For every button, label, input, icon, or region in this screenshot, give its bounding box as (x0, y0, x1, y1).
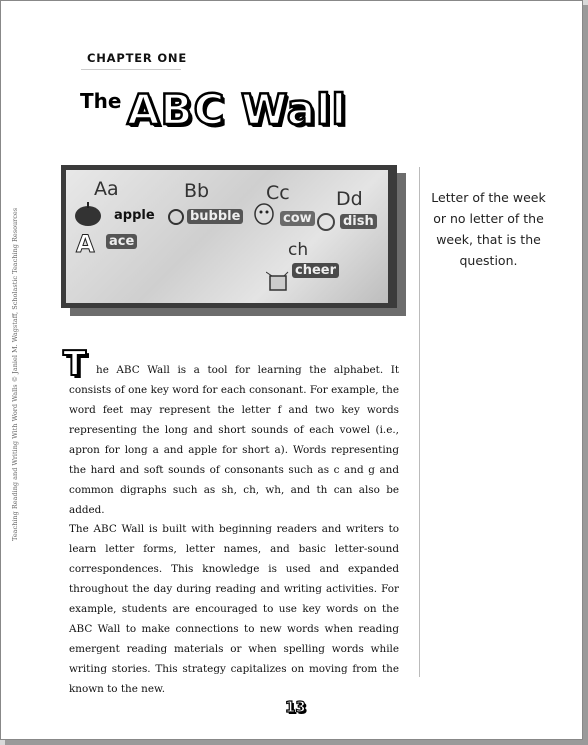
paragraph-1-text: he ABC Wall is a tool for learning the alphabet. It consists of one key word for each consonant. For example, the word feet may represent the letter f and two key words representing the long and short sounds of each vowel (i.e., apron for long a and apple for short a). Words representing the hard and soft sounds of consonants such as c and g and common digraphs such as sh, ch, wh, and th can also be added. (69, 364, 399, 516)
photo-letter-Dd: Dd (336, 188, 363, 210)
apple-drawing-icon (73, 200, 103, 228)
photo-word-cow: cow (280, 211, 315, 226)
page-shadow-right (583, 5, 588, 745)
bubble-drawing-icon (167, 208, 185, 226)
abc-wall-photo (61, 165, 397, 308)
dish-drawing-icon (316, 212, 336, 232)
chapter-rule (81, 69, 181, 70)
page-number: 13 (285, 698, 306, 716)
body-paragraph-1 (63, 344, 399, 520)
photo-letter-Bb: Bb (184, 180, 210, 202)
photo-word-apple: apple (114, 208, 155, 223)
cheer-drawing-icon (266, 270, 292, 294)
photo-content (66, 170, 388, 303)
photo-letter-A-cutout: A (76, 230, 95, 258)
cow-drawing-icon (252, 200, 276, 226)
photo-letter-Aa: Aa (94, 178, 119, 200)
chapter-label: CHAPTER ONE (87, 51, 188, 65)
photo-word-dish: dish (340, 214, 377, 229)
photo-letter-Cc: Cc (266, 182, 290, 204)
side-credit-line: Teaching Reading and Writing With Word Walls © Janiel M. Wagstaff, Scholastic Teaching Resources (11, 207, 19, 541)
title-prefix: The (80, 89, 122, 113)
photo-digraph-ch: ch (288, 240, 309, 260)
photo-word-bubble: bubble (187, 209, 243, 224)
drop-cap: T (63, 344, 87, 384)
body-paragraph-2: The ABC Wall is built with beginning readers and writers to learn letter forms, letter names, and basic letter-sound correspondences. This knowledge is used and expanded throughout the day during reading and writing activities. For example, students are encouraged to use key words on the ABC Wall to make connections to new words when reading emergent reading materials or when spelling words while writing stories. This strategy capitalizes on moving from the known to the new. (69, 523, 399, 695)
sidebar-quote: Letter of the week or no letter of the week, that is the question. (431, 190, 546, 268)
sidebar-divider (419, 167, 420, 677)
page-shadow-bottom (5, 740, 588, 745)
page-title: ABC Wall (127, 85, 347, 134)
photo-word-cheer: cheer (292, 263, 339, 278)
photo-word-ace: ace (106, 234, 137, 249)
